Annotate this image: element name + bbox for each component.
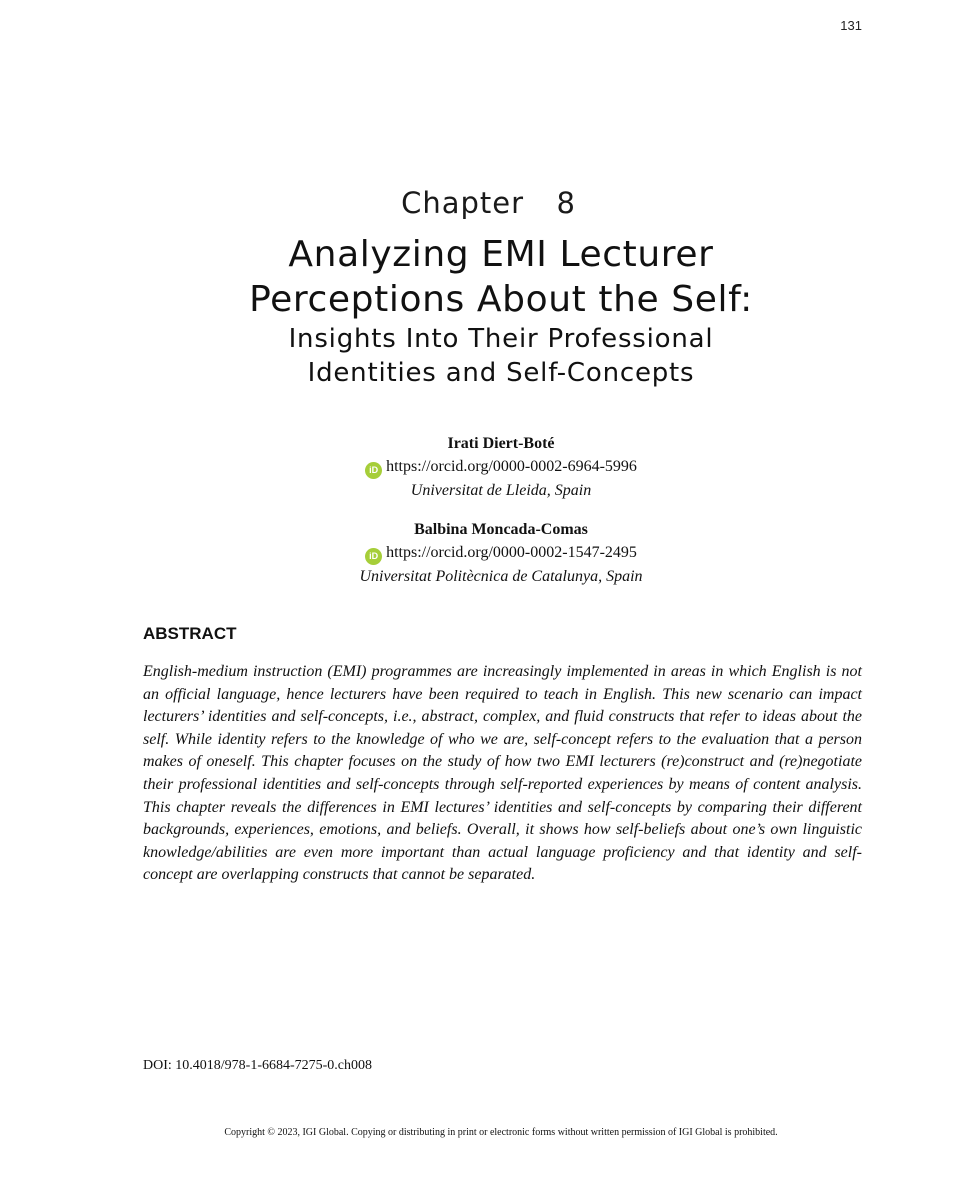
orcid-icon: iD — [365, 548, 382, 565]
orcid-url[interactable]: https://orcid.org/0000-0002-1547-2495 — [386, 544, 637, 561]
orcid-link[interactable] — [0, 455, 977, 479]
orcid-url[interactable]: https://orcid.org/0000-0002-6964-5996 — [386, 458, 637, 475]
chapter-label: Chapter 8 — [401, 186, 576, 220]
copyright-notice: Copyright © 2023, IGI Global. Copying or distributing in print or electronic forms without written permission of IGI Global is prohibited. — [224, 1127, 778, 1138]
abstract-text: English-medium instruction (EMI) programmes are increasingly implemented in areas in which English is not an official language, hence lecturers have been required to teach in English. This new scenario can impact lecturers’ identities and self-concepts, i.e., abstract, complex, and fluid constructs that refer to ideas about the self. While identity refers to the knowledge of who we are, self-concept refers to the evaluation that a person makes of oneself. This chapter focuses on the study of how two EMI lecturers (re)construct and (re)negotiate their professional identities and self-concepts through self-reported experiences by means of content analysis. This chapter reveals the differences in EMI lectures’ identities and self-concepts by comparing their different backgrounds, experiences, emotions, and beliefs. Overall, it shows how self-beliefs about one’s own linguistic knowledge/abilities are even more important than actual language proficiency and that identity and self-concept are overlapping constructs that cannot be separated. — [143, 663, 862, 884]
chapter-subtitle-line-2: Identities and Self-Concepts — [307, 358, 695, 388]
chapter-subtitle — [0, 322, 977, 390]
author-name: Irati Diert-Boté — [447, 435, 555, 452]
chapter-title-line-1: Analyzing EMI Lecturer — [288, 234, 714, 275]
author-block — [0, 432, 977, 502]
author-name: Balbina Moncada-Comas — [414, 521, 588, 538]
chapter-title — [0, 232, 977, 322]
orcid-icon: iD — [365, 462, 382, 479]
page-number: 131 — [840, 18, 862, 33]
author-block — [0, 518, 977, 588]
chapter-subtitle-line-1: Insights Into Their Professional — [288, 324, 714, 354]
orcid-link[interactable] — [0, 541, 977, 565]
author-affiliation: Universitat de Lleida, Spain — [410, 482, 592, 499]
chapter-title-line-2: Perceptions About the Self: — [249, 279, 753, 320]
abstract-heading: ABSTRACT — [143, 624, 237, 643]
author-affiliation: Universitat Politècnica de Catalunya, Spain — [359, 568, 643, 585]
doi: DOI: 10.4018/978-1-6684-7275-0.ch008 — [143, 1058, 373, 1073]
